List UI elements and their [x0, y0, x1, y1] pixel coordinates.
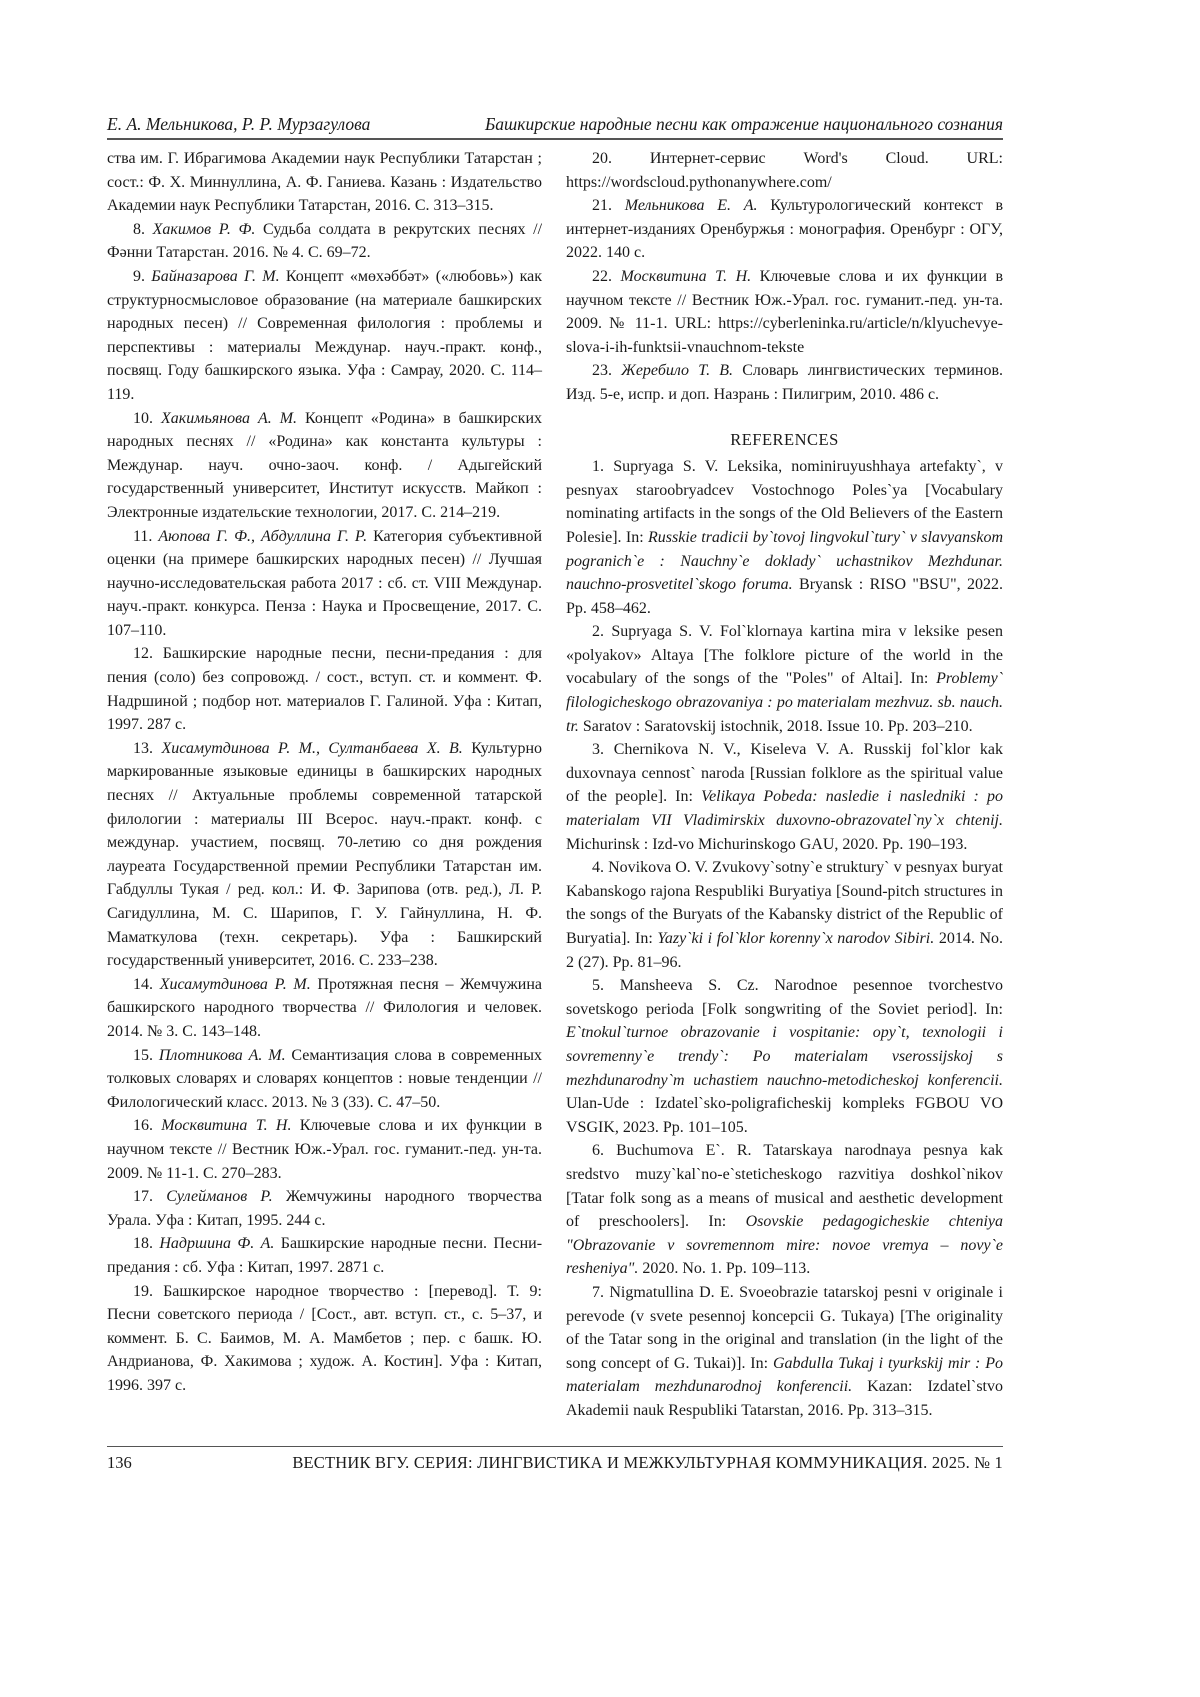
bibliography-entry — [107, 407, 542, 525]
left-column — [107, 147, 542, 1397]
entry-text: 3. Chernikova N. V., Kiseleva V. A. Russkij fol`klor kak duxovnaya cennost` naroda [Russian folklore as the spiritual value of the people]. In: — [566, 741, 1003, 806]
entry-text: Michurinsk : Izd-vo Michurinskogo GAU, 2020. Pp. 190–193. — [566, 835, 968, 853]
entry-text: 23. — [592, 362, 622, 380]
entry-text: Ключевые слова и их функции в научном тексте // Вестник Юж.-Урал. гос. гуманит.-пед. ун-та. 2009. № 11-1. С. 270–283. — [107, 1117, 542, 1182]
entry-text: 13. — [133, 739, 162, 757]
entry-text: 21. — [592, 197, 625, 215]
bibliography-entry — [107, 1280, 542, 1398]
entry-text: Жемчужины народного творчества Урала. Уфа : Китап, 1995. 244 с. — [107, 1188, 543, 1229]
bibliography-entry — [566, 620, 1003, 738]
entry-text: Категория субъективной оценки (на примере башкирских народных песен) // Лучшая научно-исследовательская работа 2017 : сб. ст. VIII Междунар. науч.-практ. конкурса. Пенза : Наука и Просвещение, 2017. С. 107–110. — [107, 527, 543, 639]
bibliography-entry — [566, 359, 1003, 406]
entry-italic-text: Москвитина Т. Н. — [620, 267, 752, 285]
entry-text: Словарь лингвистических терминов. Изд. 5-е, испр. и доп. Назрань : Пилигрим, 2010. 486 с. — [566, 362, 1004, 403]
entry-text: Kazan: Izdatel`stvo Akademii nauk Respubliki Tatarstan, 2016. Pp. 313–315. — [566, 1378, 1003, 1419]
bibliography-entry — [107, 1044, 542, 1115]
entry-italic-text: Байназарова Г. М. — [151, 267, 280, 285]
running-footer — [107, 1446, 1003, 1472]
bibliography-entry — [107, 1232, 542, 1279]
bibliography-entry — [107, 1114, 542, 1185]
entry-text: 22. — [592, 267, 621, 285]
entry-text: Bryansk : RISO "BSU", 2022. Pp. 458–462. — [566, 576, 1003, 617]
entry-italic-text: Problemy` filologicheskogo obrazovaniya : po materialam mezhvuz. sb. nauch. tr. — [566, 670, 1003, 735]
entry-text: Концепт «мөхәббәт» («любовь») как структурносмысловое образование (на материале башкирских народных песен) // Современная филология : проблемы и перспективы : материалы Междунар. науч.-практ. конф., посвящ. Году башкирского языка. Уфа : Самрау, 2020. С. 114–119. — [107, 267, 543, 403]
entry-italic-text: Москвитина Т. Н. — [161, 1117, 292, 1135]
entry-italic-text: E`tnokul`turnoe obrazovanie i vospitanie: opy`t, texnologii i sovremenny`e trendy`: Po materialam vserossijskoj s mezhdunarodny`m uchastiem nauchno-metodicheskoj konferencii. — [566, 1024, 1003, 1089]
bibliography-entry — [566, 194, 1003, 265]
references-list — [566, 455, 1003, 1422]
bibliography-entry — [566, 974, 1003, 1139]
bibliography-entry — [107, 1185, 542, 1232]
entry-text: 20. Интернет-сервис Word's Cloud. URL: https://wordscloud.pythonanywhere.com/ — [566, 150, 1003, 191]
bibliography-entry — [107, 218, 542, 265]
running-header — [107, 112, 1003, 140]
entry-text: 5. Mansheeva S. Cz. Narodnoe pesennoe tvorchestvo sovetskogo perioda [Folk songwriting of the Soviet period]. In: — [566, 977, 1003, 1018]
entry-italic-text: Плотникова А. М. — [158, 1046, 286, 1064]
entry-text: 2. Supryaga S. V. Fol`klornaya kartina mira v leksike pesen «polyakov» Altaya [The folklore picture of the world in the vocabulary of the songs of the "Poles" of Altai]. In: — [566, 623, 1003, 688]
entry-italic-text: Хакимьянова А. М. — [161, 409, 298, 427]
bibliography-entry — [566, 856, 1003, 974]
entry-text: Культурно маркированные языковые единицы в башкирских народных песнях // Актуальные проблемы современной татарской филологии : материалы III Всерос. науч.-практ. конф. с междунар. участием, посвящ. 70-летию со дня рождения лауреата Государственной премии Республики Татарстан им. Габдуллы Тукая / ред. кол.: И. Ф. Зарипова (отв. ред.), Л. Р. Сагидуллина, М. С. Шарипов, Г. У. Гайнуллина, Н. Ф. Маматкулова (техн. секретарь). Уфа : Башкирский государственный университет, 2016. С. 233–238. — [107, 739, 543, 970]
entry-italic-text: Yazy`ki i fol`klor korenny`x narodov Sibiri. — [657, 930, 935, 947]
bibliography-entry — [107, 737, 542, 973]
entry-text: 10. — [133, 409, 161, 427]
header-article-title: Башкирские народные песни как отражение национального сознания — [484, 114, 1003, 134]
entry-text: Семантизация слова в современных толковых словарях и словарях концептов : новые тенденции // Филологический класс. 2013. № 3 (33). С. 47–50. — [107, 1046, 542, 1111]
entry-text: 7. Nigmatullina D. E. Svoeobrazie tatarskoj pesni v originale i perevode (v svete pesennoj koncepcii G. Tukaya) [The originality of the Tatar song in the original and translation (in the light of the song concept of G. Tukai)]. In: — [566, 1283, 1003, 1372]
entry-italic-text: Сулейманов Р. — [166, 1188, 273, 1206]
entry-text: 1. Supryaga S. V. Leksika, nominiruyushhaya artefakty`, v pesnyax staroobryadcev Vostochnogo Poles`ya [Vocabulary nominating artifacts in the songs of the Old Believers of the Eastern Polesie]. In: — [566, 458, 1003, 546]
bibliography-entry — [566, 265, 1003, 359]
entry-italic-text: Надршина Ф. А. — [159, 1235, 275, 1253]
entry-text: 2020. No. 1. Pp. 109–113. — [638, 1260, 811, 1278]
entry-text: Ключевые слова и их функции в научном тексте // Вестник Юж.-Урал. гос. гуманит.-пед. ун-та. 2009. № 11-1. URL: https://cyberleninka.ru/article/n/klyuchevye-slova-i-ih-funktsii-vnauchnom-tekste — [566, 267, 1004, 356]
page-number: 136 — [107, 1453, 132, 1472]
entry-text: Протяжная песня – Жемчужина башкирского народного творчества // Филология и человек. 2014. № 3. С. 143–148. — [107, 975, 542, 1040]
header-authors: Е. А. Мельникова, Р. Р. Мурзагулова — [107, 114, 371, 134]
entry-text: 11. — [133, 527, 159, 545]
bibliography-entry — [566, 738, 1003, 856]
entry-italic-text: Хисамутдинова Р. М. — [159, 975, 311, 993]
bibliography-list-right — [566, 147, 1003, 407]
entry-text: ства им. Г. Ибрагимова Академии наук Республики Татарстан ; сост.: Ф. Х. Миннуллина, А. Ф. Ганиева. Казань : Издательство Академии наук Республики Татарстан, 2016. С. 313–315. — [107, 150, 542, 215]
bibliography-entry — [107, 147, 542, 218]
entry-text: Судьба солдата в рекрутских песнях // Фәнни Татарстан. 2016. № 4. С. 69–72. — [107, 220, 543, 262]
entry-italic-text: Russkie tradicii by`tovoj lingvokul`tury` v slavyanskom pogranich`e : Nauchny`e doklady` uchastnikov Mezhdunar. nauchno-prosvetitel`skogo foruma. — [566, 528, 1004, 594]
bibliography-list-left — [107, 147, 542, 1397]
entry-text: 4. Novikova O. V. Zvukovy`sotny`e struktury` v pesnyax buryat Kabanskogo rajona Respubliki Buryatiya [Sound-pitch structures in the songs of the Buryats of the Kabansky district of the Republic of Buryatia]. In: — [566, 859, 1003, 947]
entry-italic-text: Мельникова Е. А. — [624, 197, 758, 215]
entry-text: Башкирские народные песни. Песни-предания : сб. Уфа : Китап, 1997. 2871 с. — [107, 1235, 543, 1276]
entry-text: 6. Buchumova E`. R. Tatarskaya narodnaya pesnya kak sredstvo muzy`kal`no-e`steticheskogo razvitiya doshkol`nikov [Tatar folk song as a means of musical and aesthetic development of preschoolers]. In: — [566, 1142, 1003, 1231]
bibliography-entry — [566, 455, 1003, 620]
entry-text: 9. — [133, 267, 152, 285]
entry-text: 17. — [133, 1188, 167, 1206]
bibliography-entry — [107, 525, 542, 643]
entry-text: 12. Башкирские народные песни, песни-предания : для пения (соло) без сопровожд. / сост., вступ. ст. и коммент. Ф. Надршиной ; подбор нот. материалов Г. Галиной. Уфа : Китап, 1997. 287 с. — [107, 645, 542, 734]
entry-text: 14. — [133, 975, 160, 993]
references-heading: REFERENCES — [730, 429, 839, 449]
entry-text: Ulan-Ude : Izdatel`sko-poligraficheskij kompleks FGBOU VO VSGIK, 2023. Pp. 101–105. — [566, 1095, 1003, 1136]
bibliography-entry — [566, 147, 1003, 194]
entry-text: 8. — [133, 220, 153, 238]
entry-text: 2014. No. 2 (27). Pp. 81–96. — [566, 930, 1003, 971]
entry-italic-text: Жеребило Т. В. — [621, 362, 734, 380]
entry-text: 19. Башкирское народное творчество : [перевод]. Т. 9: Песни советского периода / [Сост., авт. вступ. ст., с. 5–37, и коммент. Б. С. Баимов, М. А. Мамбетов ; пер. с башк. Ю. Андрианова, Ф. Хакимова ; худож. А. Костин]. Уфа : Китап, 1996. 397 с. — [107, 1282, 542, 1394]
bibliography-entry — [107, 265, 542, 407]
entry-text: 15. — [133, 1046, 159, 1064]
entry-italic-text: Gabdulla Tukaj i tyurkskij mir : Po materialam mezhdunarodnoj konferencii. — [566, 1354, 1003, 1396]
entry-text: 18. — [133, 1235, 160, 1253]
entry-text: Концепт «Родина» в башкирских народных песнях // «Родина» как константа культуры : Междунар. науч. очно-заоч. конф. / Адыгейский государственный университет, Институт искусств. Майкоп : Электронные издательские технологии, 2017. С. 214–219. — [107, 409, 543, 521]
bibliography-entry — [107, 642, 542, 736]
journal-title: ВЕСТНИК ВГУ. СЕРИЯ: ЛИНГВИСТИКА И МЕЖКУЛЬТУРНАЯ КОММУНИКАЦИЯ. 2025. № 1 — [292, 1453, 1003, 1472]
right-column — [566, 147, 1003, 1422]
entry-italic-text: Хисамутдинова Р. М., Султанбаева Х. В. — [161, 739, 463, 757]
entry-italic-text: Osovskie pedagogicheskie chteniya "Obrazovanie v sovremennom mire: novoe vremya – novy`e resheniya". — [566, 1213, 1004, 1278]
entry-italic-text: Velikaya Pobeda: nasledie i nasledniki : po materialam VII Vladimirskix duxovno-obrazovatel`ny`x chtenij. — [566, 788, 1004, 830]
entry-text: Saratov : Saratovskij istochnik, 2018. Issue 10. Pp. 203–210. — [578, 717, 973, 735]
bibliography-entry — [566, 1281, 1003, 1423]
bibliography-entry — [107, 973, 542, 1044]
entry-italic-text: Хакимов Р. Ф. — [152, 220, 256, 238]
entry-text: 16. — [133, 1117, 162, 1135]
bibliography-entry — [566, 1139, 1003, 1281]
entry-text: Культурологический контекст в интернет-изданиях Оренбуржья : монография. Оренбург : ОГУ, 2022. 140 с. — [566, 197, 1004, 262]
entry-italic-text: Аюпова Г. Ф., Абдуллина Г. Р. — [158, 527, 368, 545]
